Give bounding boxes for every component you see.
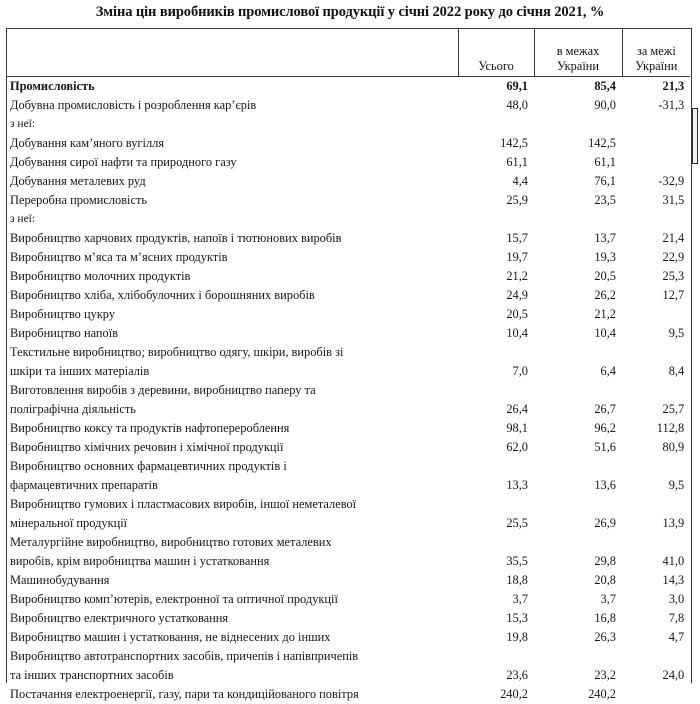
row-value-inside-ukraine: 26,9 xyxy=(534,514,622,533)
table-row xyxy=(7,286,690,305)
row-value-total: 19,8 xyxy=(458,628,534,647)
row-label: шкіри та інших матеріалів xyxy=(7,362,458,381)
row-value-outside-ukraine: 9,5 xyxy=(622,476,690,495)
row-label: Виробництво харчових продуктів, напоїв і тютюнових виробів xyxy=(7,229,458,248)
row-value-inside-ukraine: 10,4 xyxy=(534,324,622,343)
row-value-total: 15,7 xyxy=(458,229,534,248)
row-value-outside-ukraine xyxy=(622,153,690,172)
row-value-inside-ukraine: 20,8 xyxy=(534,571,622,590)
column-header-inside-ukraine-line2: України xyxy=(541,59,616,74)
row-value-inside-ukraine xyxy=(534,647,622,666)
row-value-total xyxy=(458,533,534,552)
table-row xyxy=(7,571,690,590)
row-value-outside-ukraine: -32,9 xyxy=(622,172,690,191)
row-value-inside-ukraine: 90,0 xyxy=(534,96,622,115)
row-value-inside-ukraine: 23,5 xyxy=(534,191,622,210)
row-label: Постачання електроенергії, газу, пари та кондиційованого повітря xyxy=(7,685,458,704)
row-label: та інших транспортних засобів xyxy=(7,666,458,685)
row-label: Виробництво хліба, хлібобулочних і борошняних виробів xyxy=(7,286,458,305)
row-value-outside-ukraine: 12,7 xyxy=(622,286,690,305)
row-label: Виробництво хімічних речовин і хімічної продукції xyxy=(7,438,458,457)
row-value-total: 3,7 xyxy=(458,590,534,609)
row-value-outside-ukraine xyxy=(622,115,690,134)
row-label: Виробництво гумових і пластмасових виробів, іншої неметалевої xyxy=(7,495,458,514)
row-value-outside-ukraine: 8,4 xyxy=(622,362,690,381)
table-header-row xyxy=(7,29,690,77)
column-header-inside-ukraine xyxy=(534,29,622,77)
column-header-outside-ukraine-line1: за межі xyxy=(629,44,685,59)
row-label: мінеральної продукції xyxy=(7,514,458,533)
row-value-total xyxy=(458,115,534,134)
row-value-inside-ukraine: 240,2 xyxy=(534,685,622,704)
row-value-total: 25,5 xyxy=(458,514,534,533)
row-value-outside-ukraine: 21,3 xyxy=(622,77,690,97)
row-label: Виробництво комп’ютерів, електронної та оптичної продукції xyxy=(7,590,458,609)
row-label: Виробництво автотранспортних засобів, причепів і напівпричепів xyxy=(7,647,458,666)
table-row xyxy=(7,552,690,571)
row-value-inside-ukraine: 20,5 xyxy=(534,267,622,286)
row-value-inside-ukraine xyxy=(534,457,622,476)
row-value-total: 15,3 xyxy=(458,609,534,628)
row-label: Виготовлення виробів з деревини, виробництво паперу та xyxy=(7,381,458,400)
row-value-inside-ukraine: 19,3 xyxy=(534,248,622,267)
table-row xyxy=(7,210,690,229)
vertical-scrollbar-thumb[interactable] xyxy=(692,108,698,164)
row-value-inside-ukraine: 85,4 xyxy=(534,77,622,97)
row-label: Добування кам’яного вугілля xyxy=(7,134,458,153)
table-row xyxy=(7,400,690,419)
row-value-total: 240,2 xyxy=(458,685,534,704)
table-row xyxy=(7,685,690,704)
row-value-total xyxy=(458,210,534,229)
row-value-total: 19,7 xyxy=(458,248,534,267)
row-value-inside-ukraine: 21,2 xyxy=(534,305,622,324)
statistics-table-container xyxy=(6,28,692,683)
row-value-outside-ukraine xyxy=(622,685,690,704)
row-value-outside-ukraine xyxy=(622,647,690,666)
table-row xyxy=(7,495,690,514)
row-value-total: 24,9 xyxy=(458,286,534,305)
row-value-outside-ukraine: -31,3 xyxy=(622,96,690,115)
row-label: Переробна промисловість xyxy=(7,191,458,210)
row-label: з неї: xyxy=(7,115,458,134)
row-value-total: 13,3 xyxy=(458,476,534,495)
row-label: поліграфічна діяльність xyxy=(7,400,458,419)
column-header-inside-ukraine-line1: в межах xyxy=(541,44,616,59)
row-label: Виробництво машин і устатковання, не віднесених до інших xyxy=(7,628,458,647)
row-value-inside-ukraine xyxy=(534,381,622,400)
row-value-outside-ukraine xyxy=(622,533,690,552)
table-row xyxy=(7,153,690,172)
row-label: фармацевтичних препаратів xyxy=(7,476,458,495)
row-value-inside-ukraine: 26,2 xyxy=(534,286,622,305)
row-value-outside-ukraine: 21,4 xyxy=(622,229,690,248)
row-value-outside-ukraine: 80,9 xyxy=(622,438,690,457)
row-label: Виробництво коксу та продуктів нафтоперероблення xyxy=(7,419,458,438)
column-header-category xyxy=(7,29,458,77)
row-value-total xyxy=(458,647,534,666)
row-value-total: 4,4 xyxy=(458,172,534,191)
row-label: Виробництво цукру xyxy=(7,305,458,324)
table-row xyxy=(7,191,690,210)
row-label: Добувна промисловість і розроблення кар’єрів xyxy=(7,96,458,115)
row-value-total: 61,1 xyxy=(458,153,534,172)
row-value-inside-ukraine xyxy=(534,210,622,229)
row-value-total: 48,0 xyxy=(458,96,534,115)
table-row xyxy=(7,267,690,286)
row-value-total: 10,4 xyxy=(458,324,534,343)
row-value-total: 26,4 xyxy=(458,400,534,419)
row-value-total: 21,2 xyxy=(458,267,534,286)
row-value-outside-ukraine: 4,7 xyxy=(622,628,690,647)
row-value-total xyxy=(458,381,534,400)
row-value-total xyxy=(458,343,534,362)
table-row xyxy=(7,381,690,400)
row-value-total xyxy=(458,457,534,476)
row-value-outside-ukraine: 31,5 xyxy=(622,191,690,210)
row-value-outside-ukraine xyxy=(622,210,690,229)
table-row xyxy=(7,96,690,115)
row-value-total xyxy=(458,495,534,514)
table-row xyxy=(7,628,690,647)
row-value-outside-ukraine xyxy=(622,495,690,514)
row-value-outside-ukraine xyxy=(622,457,690,476)
row-value-inside-ukraine: 26,3 xyxy=(534,628,622,647)
table-row xyxy=(7,305,690,324)
row-value-inside-ukraine xyxy=(534,115,622,134)
table-row xyxy=(7,609,690,628)
page-title: Зміна цін виробників промислової продукції у січні 2022 року до січня 2021, % xyxy=(0,3,700,21)
row-label: виробів, крім виробництва машин і устатковання xyxy=(7,552,458,571)
row-value-inside-ukraine xyxy=(534,343,622,362)
row-label: Промисловість xyxy=(7,77,458,97)
row-label: Виробництво молочних продуктів xyxy=(7,267,458,286)
row-label: з неї: xyxy=(7,210,458,229)
table-header xyxy=(7,29,690,77)
row-value-inside-ukraine: 16,8 xyxy=(534,609,622,628)
table-row xyxy=(7,172,690,191)
row-value-outside-ukraine: 13,9 xyxy=(622,514,690,533)
table-row xyxy=(7,457,690,476)
row-value-outside-ukraine: 3,0 xyxy=(622,590,690,609)
row-value-inside-ukraine: 96,2 xyxy=(534,419,622,438)
table-row xyxy=(7,476,690,495)
row-value-outside-ukraine: 22,9 xyxy=(622,248,690,267)
row-value-outside-ukraine: 14,3 xyxy=(622,571,690,590)
row-value-total: 62,0 xyxy=(458,438,534,457)
table-body xyxy=(7,77,690,704)
row-value-inside-ukraine: 29,8 xyxy=(534,552,622,571)
row-value-outside-ukraine xyxy=(622,134,690,153)
row-value-total: 18,8 xyxy=(458,571,534,590)
row-value-inside-ukraine: 76,1 xyxy=(534,172,622,191)
row-label: Машинобудування xyxy=(7,571,458,590)
row-label: Добування металевих руд xyxy=(7,172,458,191)
row-label: Виробництво м’яса та м’ясних продуктів xyxy=(7,248,458,267)
row-value-outside-ukraine: 112,8 xyxy=(622,419,690,438)
row-value-total: 35,5 xyxy=(458,552,534,571)
table-row xyxy=(7,134,690,153)
table-row xyxy=(7,647,690,666)
row-value-inside-ukraine xyxy=(534,533,622,552)
row-value-inside-ukraine: 61,1 xyxy=(534,153,622,172)
row-value-outside-ukraine: 25,3 xyxy=(622,267,690,286)
row-value-inside-ukraine xyxy=(534,495,622,514)
row-value-outside-ukraine xyxy=(622,381,690,400)
table-row xyxy=(7,666,690,685)
column-header-total-label: Усього xyxy=(465,59,528,74)
table-row xyxy=(7,77,690,97)
row-value-outside-ukraine xyxy=(622,343,690,362)
row-value-outside-ukraine: 7,8 xyxy=(622,609,690,628)
row-label: Виробництво основних фармацевтичних продуктів і xyxy=(7,457,458,476)
table-row xyxy=(7,248,690,267)
table-row xyxy=(7,438,690,457)
row-value-total: 98,1 xyxy=(458,419,534,438)
row-value-total: 142,5 xyxy=(458,134,534,153)
row-value-inside-ukraine: 51,6 xyxy=(534,438,622,457)
row-value-inside-ukraine: 3,7 xyxy=(534,590,622,609)
table-row xyxy=(7,343,690,362)
table-row xyxy=(7,115,690,134)
table-row xyxy=(7,419,690,438)
row-value-outside-ukraine: 24,0 xyxy=(622,666,690,685)
row-value-outside-ukraine: 9,5 xyxy=(622,324,690,343)
table-row xyxy=(7,362,690,381)
row-value-inside-ukraine: 13,6 xyxy=(534,476,622,495)
row-value-inside-ukraine: 142,5 xyxy=(534,134,622,153)
row-value-total: 69,1 xyxy=(458,77,534,97)
table-row xyxy=(7,533,690,552)
row-value-inside-ukraine: 13,7 xyxy=(534,229,622,248)
row-value-outside-ukraine: 41,0 xyxy=(622,552,690,571)
column-header-outside-ukraine xyxy=(622,29,690,77)
row-value-total: 20,5 xyxy=(458,305,534,324)
row-value-total: 23,6 xyxy=(458,666,534,685)
row-value-total: 25,9 xyxy=(458,191,534,210)
column-header-total xyxy=(458,29,534,77)
row-label: Текстильне виробництво; виробництво одягу, шкіри, виробів зі xyxy=(7,343,458,362)
row-value-total: 7,0 xyxy=(458,362,534,381)
row-label: Добування сирої нафти та природного газу xyxy=(7,153,458,172)
row-label: Металургійне виробництво, виробництво готових металевих xyxy=(7,533,458,552)
table-row xyxy=(7,590,690,609)
row-value-inside-ukraine: 6,4 xyxy=(534,362,622,381)
row-value-inside-ukraine: 26,7 xyxy=(534,400,622,419)
row-value-outside-ukraine xyxy=(622,305,690,324)
row-label: Виробництво напоїв xyxy=(7,324,458,343)
row-value-inside-ukraine: 23,2 xyxy=(534,666,622,685)
row-value-outside-ukraine: 25,7 xyxy=(622,400,690,419)
producer-price-index-table xyxy=(7,29,690,704)
table-row xyxy=(7,324,690,343)
column-header-outside-ukraine-line2: України xyxy=(629,59,685,74)
row-label: Виробництво електричного устатковання xyxy=(7,609,458,628)
table-row xyxy=(7,514,690,533)
table-row xyxy=(7,229,690,248)
